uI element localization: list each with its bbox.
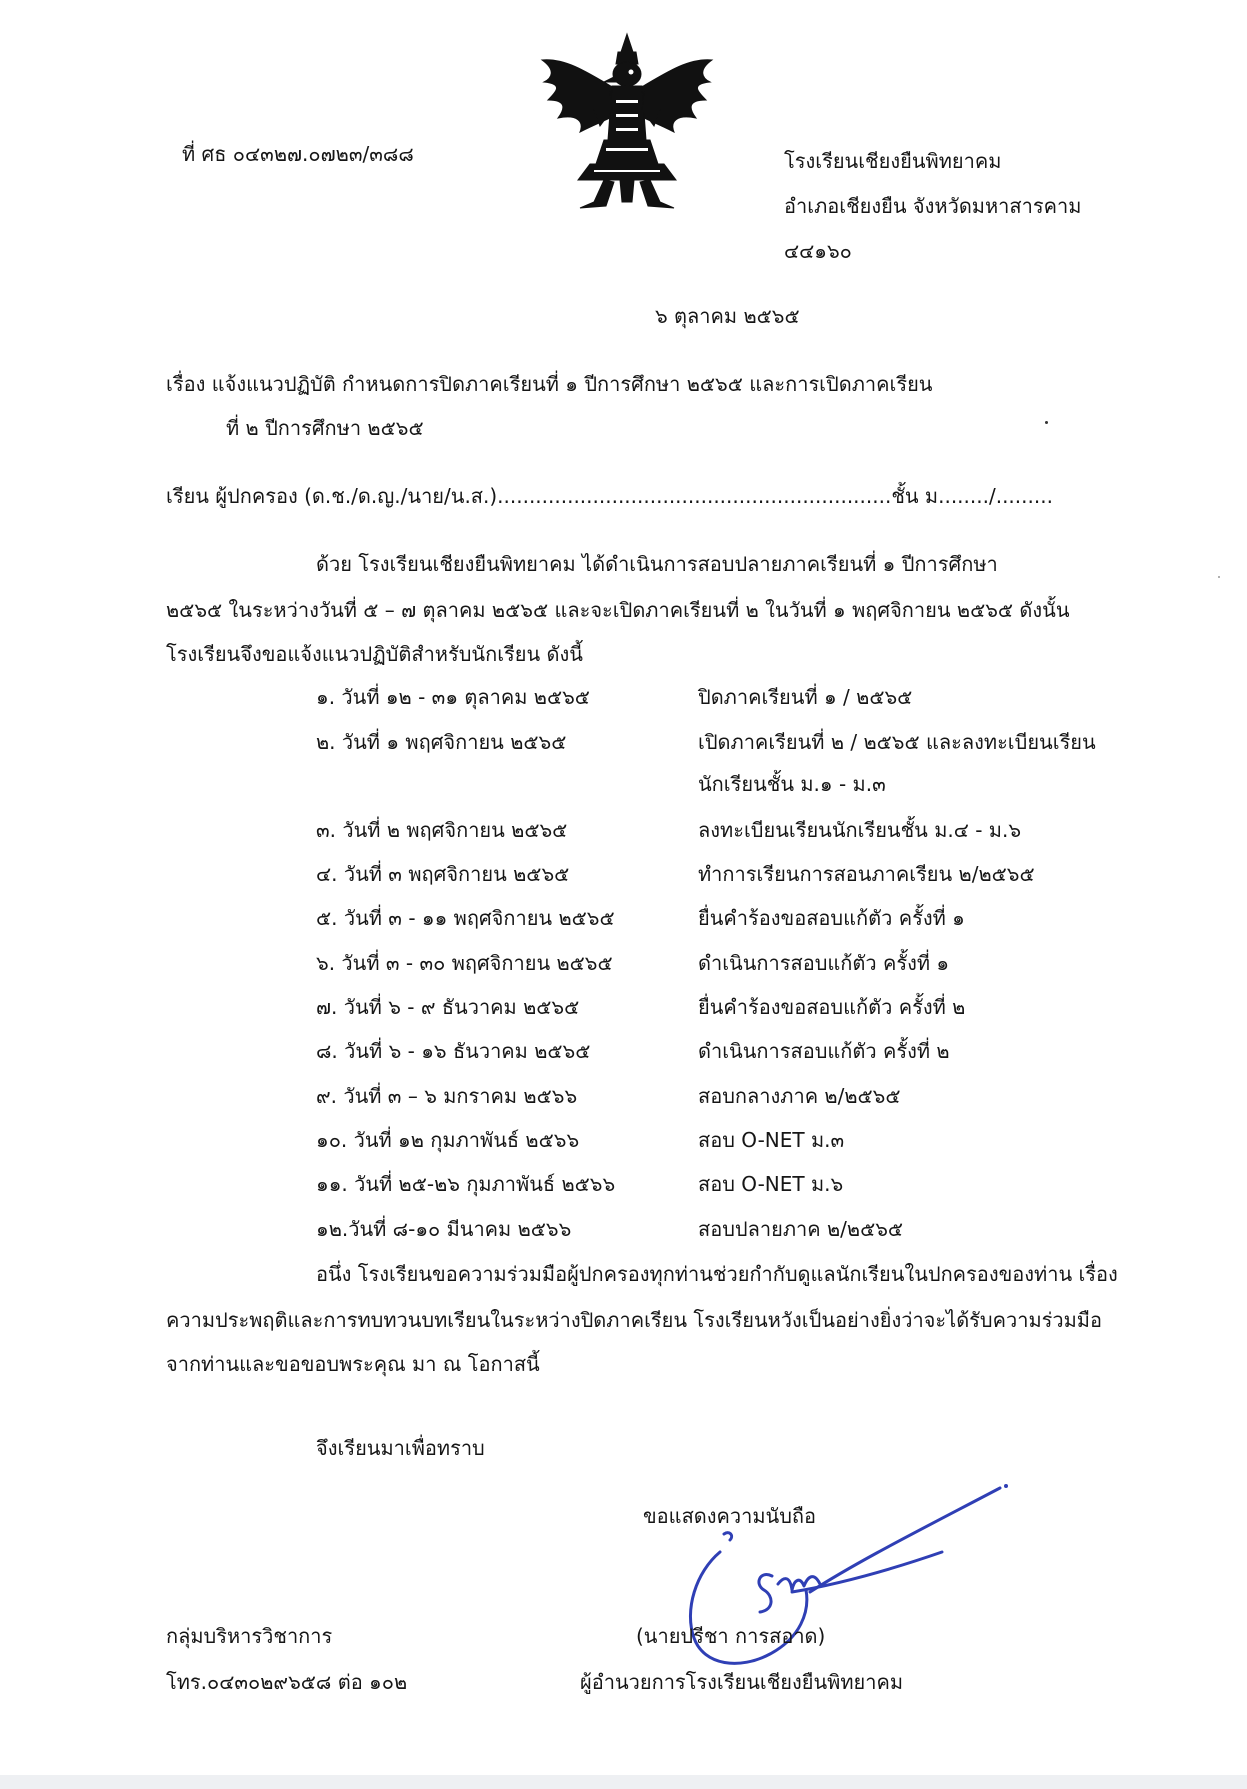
intro-line-3: โรงเรียนจึงขอแจ้งแนวปฏิบัติสำหรับนักเรียน ดังนี้ bbox=[166, 642, 583, 666]
signer-position: ผู้อำนวยการโรงเรียนเชียงยืนพิทยาคม bbox=[580, 1670, 904, 1694]
schedule-date: ๕. วันที่ ๓ - ๑๑ พฤศจิกายน ๒๕๖๕ bbox=[316, 906, 615, 930]
schedule-date: ๙. วันที่ ๓ – ๖ มกราคม ๒๕๖๖ bbox=[316, 1084, 578, 1108]
reference-number: ที่ ศธ ๐๔๓๒๗.๐๗๒๓/๓๘๘ bbox=[182, 142, 414, 166]
schedule-activity: ยื่นคำร้องขอสอบแก้ตัว ครั้งที่ ๒ bbox=[698, 995, 966, 1019]
schedule-item bbox=[0, 683, 1247, 723]
phone-number: โทร.๐๔๓๐๒๙๖๕๘ ต่อ ๑๐๒ bbox=[166, 1670, 408, 1694]
closing-line-3: จากท่านและขอขอบพระคุณ มา ณ โอกาสนี้ bbox=[166, 1352, 540, 1376]
schedule-activity: สอบ O-NET ม.๓ bbox=[698, 1128, 845, 1152]
letter-date: ๖ ตุลาคม ๒๕๖๕ bbox=[655, 304, 800, 328]
schedule-item bbox=[0, 1215, 1247, 1255]
schedule-date: ๔. วันที่ ๓ พฤศจิกายน ๒๕๖๕ bbox=[316, 862, 570, 886]
scan-speck bbox=[1218, 576, 1220, 578]
school-address: อำเภอเชียงยืน จังหวัดมหาสารคาม bbox=[784, 194, 1082, 218]
schedule-activity: ดำเนินการสอบแก้ตัว ครั้งที่ ๒ bbox=[698, 1039, 950, 1063]
signer-name: (นายปรีชา การสอาด) bbox=[636, 1624, 826, 1648]
garuda-emblem-icon bbox=[534, 30, 720, 216]
for-information: จึงเรียนมาเพื่อทราบ bbox=[316, 1436, 485, 1460]
schedule-date: ๒. วันที่ ๑ พฤศจิกายน ๒๕๖๕ bbox=[316, 730, 567, 754]
schedule-date: ๘. วันที่ ๖ - ๑๖ ธันวาคม ๒๕๖๕ bbox=[316, 1039, 591, 1063]
department: กลุ่มบริหารวิชาการ bbox=[166, 1624, 333, 1648]
schedule-date: ๗. วันที่ ๖ - ๙ ธันวาคม ๒๕๖๕ bbox=[316, 995, 580, 1019]
signature-icon bbox=[660, 1480, 1020, 1690]
schedule-activity: ยื่นคำร้องขอสอบแก้ตัว ครั้งที่ ๑ bbox=[698, 906, 965, 930]
schedule-activity: เปิดภาคเรียนที่ ๒ / ๒๕๖๕ และลงทะเบียนเรียน bbox=[698, 730, 1096, 754]
intro-line-1: ด้วย โรงเรียนเชียงยืนพิทยาคม ได้ดำเนินการสอบปลายภาคเรียนที่ ๑ ปีการศึกษา bbox=[316, 552, 998, 576]
schedule-item bbox=[0, 860, 1247, 900]
schedule-date: ๖. วันที่ ๓ - ๓๐ พฤศจิกายน ๒๕๖๕ bbox=[316, 951, 613, 975]
schedule-item bbox=[0, 1037, 1247, 1077]
schedule-activity: ลงทะเบียนเรียนนักเรียนชั้น ม.๔ - ม.๖ bbox=[698, 818, 1022, 842]
schedule-item-cont bbox=[0, 770, 1247, 810]
schedule-item bbox=[0, 816, 1247, 856]
schedule-activity: สอบปลายภาค ๒/๒๕๖๕ bbox=[698, 1217, 904, 1241]
postal-code: ๔๔๑๖๐ bbox=[784, 239, 852, 263]
subject-line-cont: ที่ ๒ ปีการศึกษา ๒๕๖๕ bbox=[226, 416, 424, 440]
schedule-item bbox=[0, 993, 1247, 1033]
page-bottom-edge bbox=[0, 1775, 1247, 1789]
schedule-activity: ทำการเรียนการสอนภาคเรียน ๒/๒๕๖๕ bbox=[698, 862, 1035, 886]
schedule-item bbox=[0, 1126, 1247, 1166]
schedule-item bbox=[0, 728, 1247, 768]
schedule-date: ๑๐. วันที่ ๑๒ กุมภาพันธ์ ๒๕๖๖ bbox=[316, 1128, 580, 1152]
schedule-item bbox=[0, 949, 1247, 989]
schedule-activity: สอบ O-NET ม.๖ bbox=[698, 1172, 844, 1196]
closing-line-1: อนึ่ง โรงเรียนขอความร่วมมือผู้ปกครองทุกท่านช่วยกำกับดูแลนักเรียนในปกครองของท่าน เรื่อง bbox=[316, 1262, 1118, 1286]
schedule-date: ๓. วันที่ ๒ พฤศจิกายน ๒๕๖๕ bbox=[316, 818, 568, 842]
schedule-item bbox=[0, 1082, 1247, 1122]
intro-line-2: ๒๕๖๕ ในระหว่างวันที่ ๕ – ๗ ตุลาคม ๒๕๖๕ และจะเปิดภาคเรียนที่ ๒ ในวันที่ ๑ พฤศจิกายน ๒๕๖๕ ดังนั้น bbox=[166, 598, 1070, 622]
regards: ขอแสดงความนับถือ bbox=[643, 1504, 817, 1528]
schedule-item bbox=[0, 1170, 1247, 1210]
scan-speck bbox=[1045, 421, 1048, 424]
schedule-item bbox=[0, 904, 1247, 944]
schedule-date: ๑๑. วันที่ ๒๕-๒๖ กุมภาพันธ์ ๒๕๖๖ bbox=[316, 1172, 616, 1196]
schedule-date: ๑. วันที่ ๑๒ - ๓๑ ตุลาคม ๒๕๖๕ bbox=[316, 685, 590, 709]
subject-line: เรื่อง แจ้งแนวปฏิบัติ กำหนดการปิดภาคเรียนที่ ๑ ปีการศึกษา ๒๕๖๕ และการเปิดภาคเรียน bbox=[166, 372, 933, 396]
schedule-activity: ดำเนินการสอบแก้ตัว ครั้งที่ ๑ bbox=[698, 951, 950, 975]
schedule-date: ๑๒.วันที่ ๘-๑๐ มีนาคม ๒๕๖๖ bbox=[316, 1217, 572, 1241]
schedule-activity: สอบกลางภาค ๒/๒๕๖๕ bbox=[698, 1084, 901, 1108]
schedule-activity-cont: นักเรียนชั้น ม.๑ - ม.๓ bbox=[698, 772, 886, 796]
school-name: โรงเรียนเชียงยืนพิทยาคม bbox=[784, 149, 1002, 173]
recipient-line: เรียน ผู้ปกครอง (ด.ช./ด.ญ./นาย/น.ส.)..............................................................ชั้น ม......../......... bbox=[166, 484, 1053, 508]
closing-line-2: ความประพฤติและการทบทวนบทเรียนในระหว่างปิดภาคเรียน โรงเรียนหวังเป็นอย่างยิ่งว่าจะได้รับความร่วมมือ bbox=[166, 1308, 1102, 1332]
schedule-activity: ปิดภาคเรียนที่ ๑ / ๒๕๖๕ bbox=[698, 685, 913, 709]
